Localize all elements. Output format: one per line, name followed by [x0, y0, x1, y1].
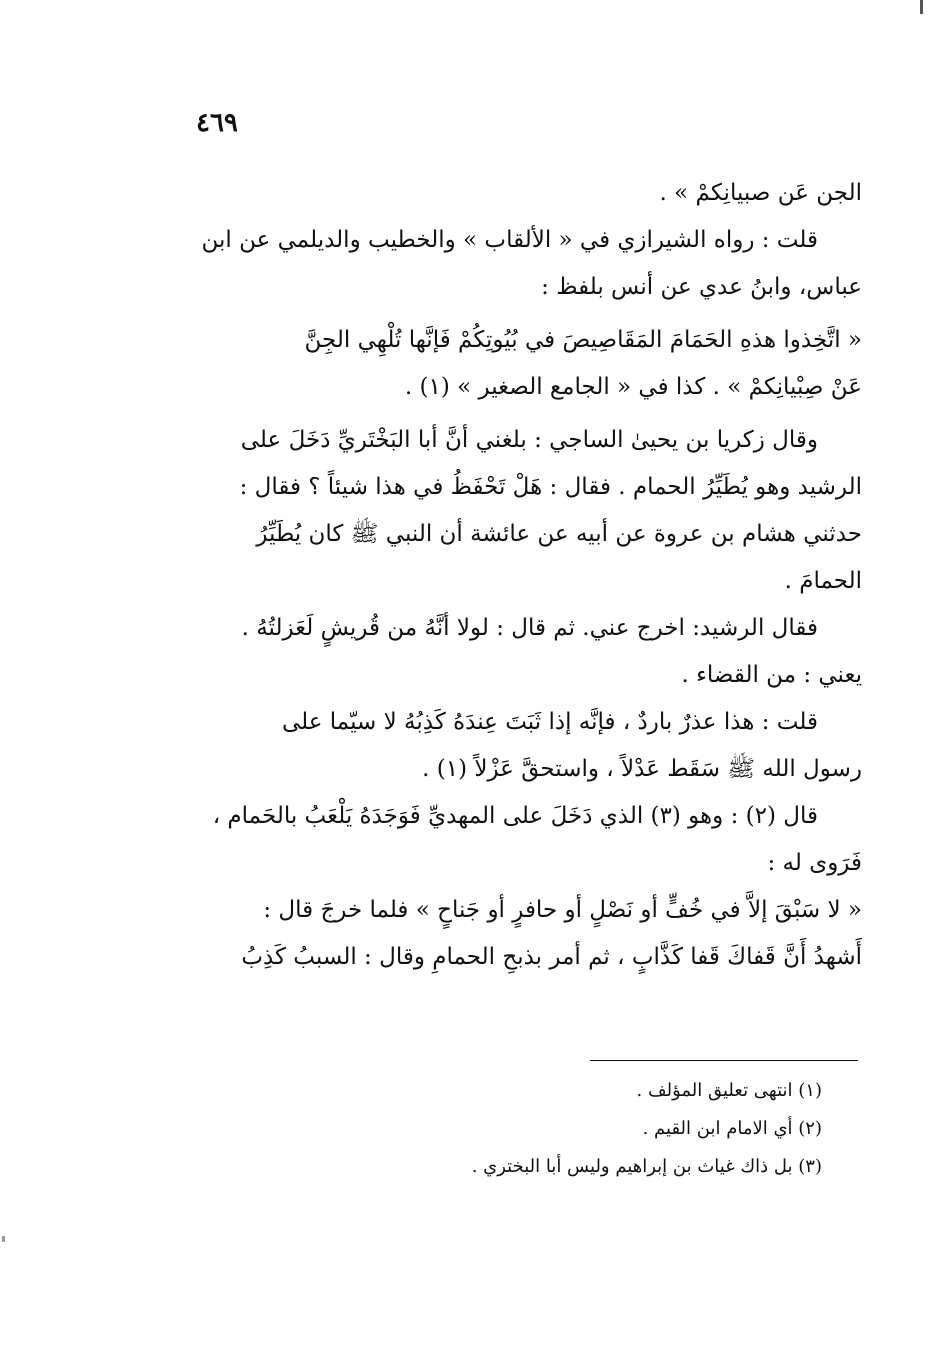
footnote: (٢) أي الامام ابن القيم . [642, 1118, 822, 1139]
text-line: قلت : هذا عذرٌ باردٌ ، فإنَّه إذا ثَبَتَ عِندَهُ كَذِبُهُ لا سيّما على [281, 709, 818, 735]
text-line: الحمامَ . [784, 568, 862, 594]
text-line: عَنْ صِبْيانِكمْ » . كذا في « الجامع الصغير » (١) . [404, 374, 862, 400]
main-text [190, 170, 862, 981]
scan-artifact [2, 1236, 5, 1242]
text-line: « لا سَبْقَ إلاَّ في خُفٍّ أو نَصْلٍ أو حافرٍ أو جَناحٍ » فلما خرجَ قال : [263, 897, 862, 923]
text-line: يعني : من القضاء . [681, 662, 862, 688]
text-line: رسول الله ﷺ سَقَط عَدْلاً ، واستحقَّ عَزْلاً (١) . [422, 756, 862, 782]
text-line: قال (٢) : وهو (٣) الذي دَخَلَ على المهديِّ فَوَجَدَهُ يَلْعَبُ بالحَمام ، [212, 803, 818, 829]
text-line: أَشهدُ أَنَّ قَفاكَ قَفا كَذَّابٍ ، ثم أمر بذبحِ الحمامِ وقال : السببُ كَذِبُ [241, 944, 862, 970]
text-line: فَرَوى له : [767, 850, 862, 876]
text-line: الرشيد وهو يُطَيِّرُ الحمام . فقال : هَلْ تَحْفَظُ في هذا شيئاً ؟ فقال : [239, 474, 862, 500]
text-line: الجن عَن صبيانِكمْ » . [659, 180, 862, 206]
footnote: (٣) بل ذاك غياث بن إبراهيم وليس أبا البختري . [471, 1156, 822, 1177]
page-number: ٤٦٩ [196, 108, 238, 138]
footnote-divider [590, 1060, 858, 1061]
text-line: قلت : رواه الشيرازي في « الألقاب » والخطيب والديلمي عن ابن [201, 227, 818, 253]
scan-artifact [920, 0, 923, 14]
footnotes [300, 1072, 822, 1186]
footnote: (١) انتهى تعليق المؤلف . [636, 1080, 822, 1101]
text-line: فقال الرشيد: اخرج عني. ثم قال : لولا أنَّهُ من قُريشٍ لَعَزلتُهُ . [241, 615, 818, 641]
text-line: حدثني هشام بن عروة عن أبيه عن عائشة أن النبي ﷺ كان يُطَيِّرُ [256, 521, 862, 547]
text-line: « اتَّخِذوا هذهِ الحَمَامَ المَقَاصِيصَ في بُيُوتِكُمْ فَإنَّها تُلْهِي الجِنَّ [304, 327, 862, 353]
text-line: عباس، وابنُ عدي عن أنس بلفظ : [541, 274, 862, 300]
text-line: وقال زكريا بن يحيىٰ الساجي : بلغني أنَّ أبا البَخْتَريِّ دَخَلَ على [240, 427, 818, 453]
